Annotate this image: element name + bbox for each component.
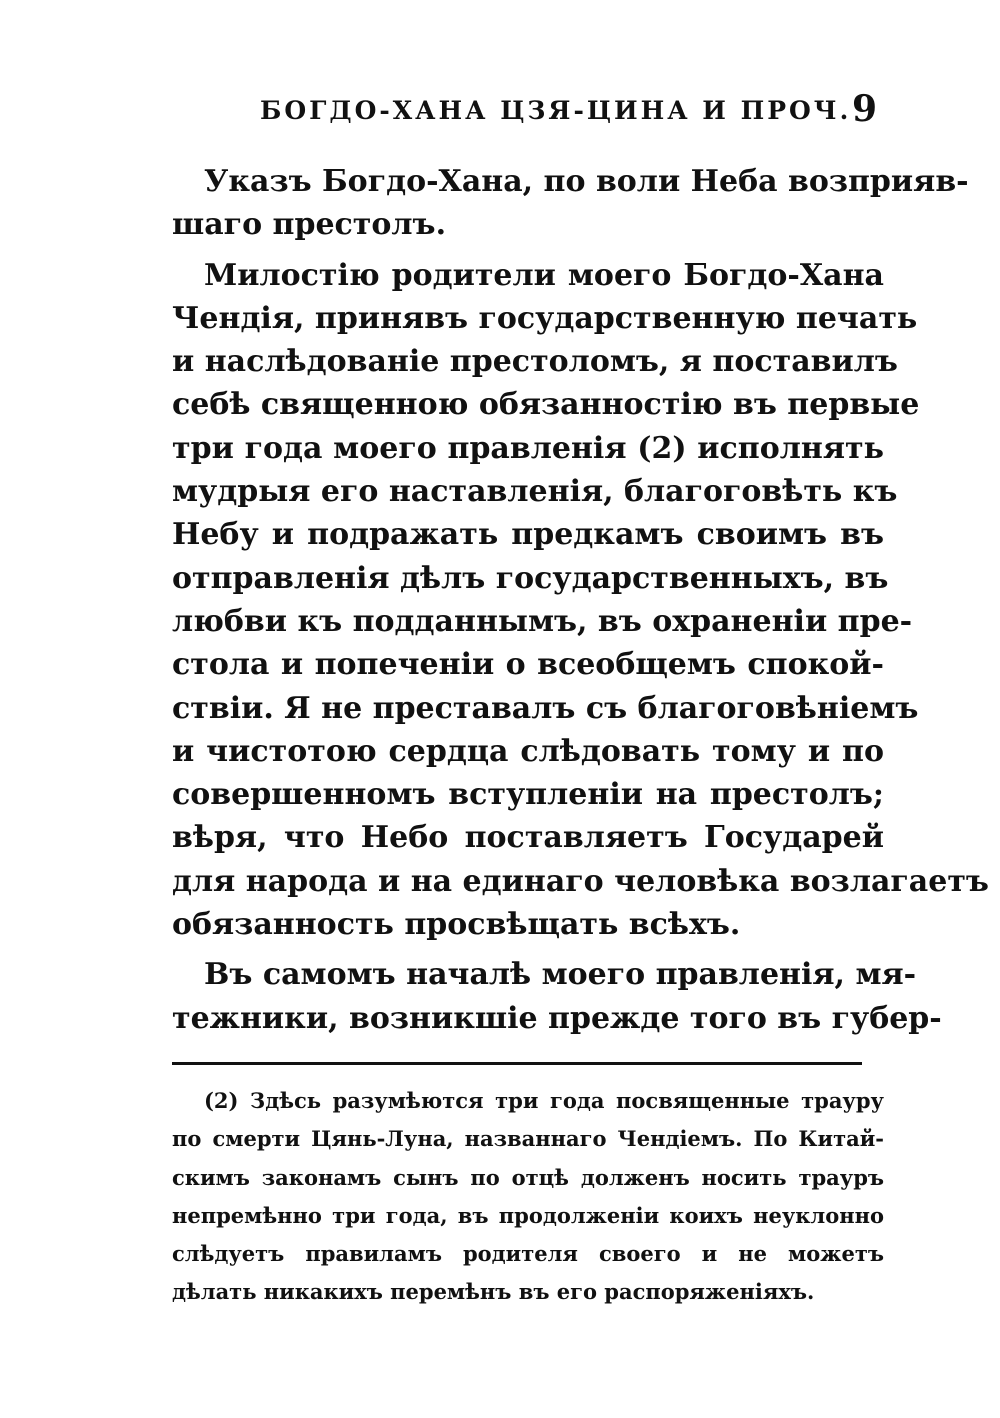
- paragraph-line: ствіи. Я не преставалъ съ благоговѣніемъ: [172, 690, 919, 726]
- paragraph-line: Указъ Богдо-Хана, по воли Неба возприяв-: [204, 164, 969, 199]
- paragraph-line: тежники, возникшіе прежде того въ губер-: [172, 1000, 942, 1036]
- running-head: БОГДО-ХАНА ЦЗЯ-ЦИНА И ПРОЧ.: [260, 96, 852, 125]
- paragraph-line: Чендія, принявъ государственную печать: [172, 300, 918, 336]
- paragraph-line: любви къ подданнымъ, въ охраненіи пре-: [172, 603, 913, 639]
- paragraph-line: Милостію родители моего Богдо-Хана: [204, 257, 884, 293]
- paragraph-line: обязанность просвѣщать всѣхъ.: [172, 907, 741, 943]
- paragraph-line: три года моего правленія (2) исполнять: [172, 430, 884, 466]
- paragraph-line: вѣря, что Небо поставляетъ Государей: [172, 820, 884, 856]
- paragraph-line: мудрыя его наставленія, благоговѣть къ: [172, 474, 898, 510]
- paragraph-line: Въ самомъ началѣ моего правленія, мя-: [204, 957, 917, 993]
- footnote-line: скимъ законамъ сынъ по отцѣ долженъ носить трауръ: [172, 1164, 884, 1190]
- footnote: [172, 1082, 884, 1312]
- footnote-line: слѣдуетъ правиламъ родителя своего и не можетъ: [172, 1241, 884, 1267]
- footnote-divider: [172, 1062, 862, 1065]
- paragraph-line: себѣ священною обязанностію въ первые: [172, 387, 920, 423]
- paragraph-line: отправленія дѣлъ государственныхъ, въ: [172, 560, 889, 596]
- page-number: 9: [852, 88, 878, 130]
- paragraph-line: и чистотою сердца слѣдовать тому и по: [172, 733, 884, 769]
- paragraph-line: для народа и на единаго человѣка возлагаетъ: [172, 863, 989, 899]
- paragraph-line: совершенномъ вступленіи на престолъ;: [172, 777, 884, 813]
- paragraph-line: шаго престолъ.: [172, 207, 447, 243]
- paragraph-line: Небу и подражать предкамъ своимъ въ: [172, 517, 884, 553]
- footnote-line: (2) Здѣсь разумѣются три года посвященные трауру: [204, 1088, 884, 1113]
- paragraph-line: стола и попеченіи о всеобщемъ спокой-: [172, 647, 884, 683]
- footnote-line: по смерти Цянь-Луна, названнаго Чендіемъ. По Китай-: [172, 1126, 884, 1152]
- footnote-line: непремѣнно три года, въ продолженіи коихъ неуклонно: [172, 1202, 884, 1228]
- body-text: [172, 160, 989, 1040]
- footnote-line: дѣлать никакихъ перемѣнъ въ его распоряженіяхъ.: [172, 1279, 815, 1305]
- paragraph-line: и наслѣдованіе престоломъ, я поставилъ: [172, 344, 898, 380]
